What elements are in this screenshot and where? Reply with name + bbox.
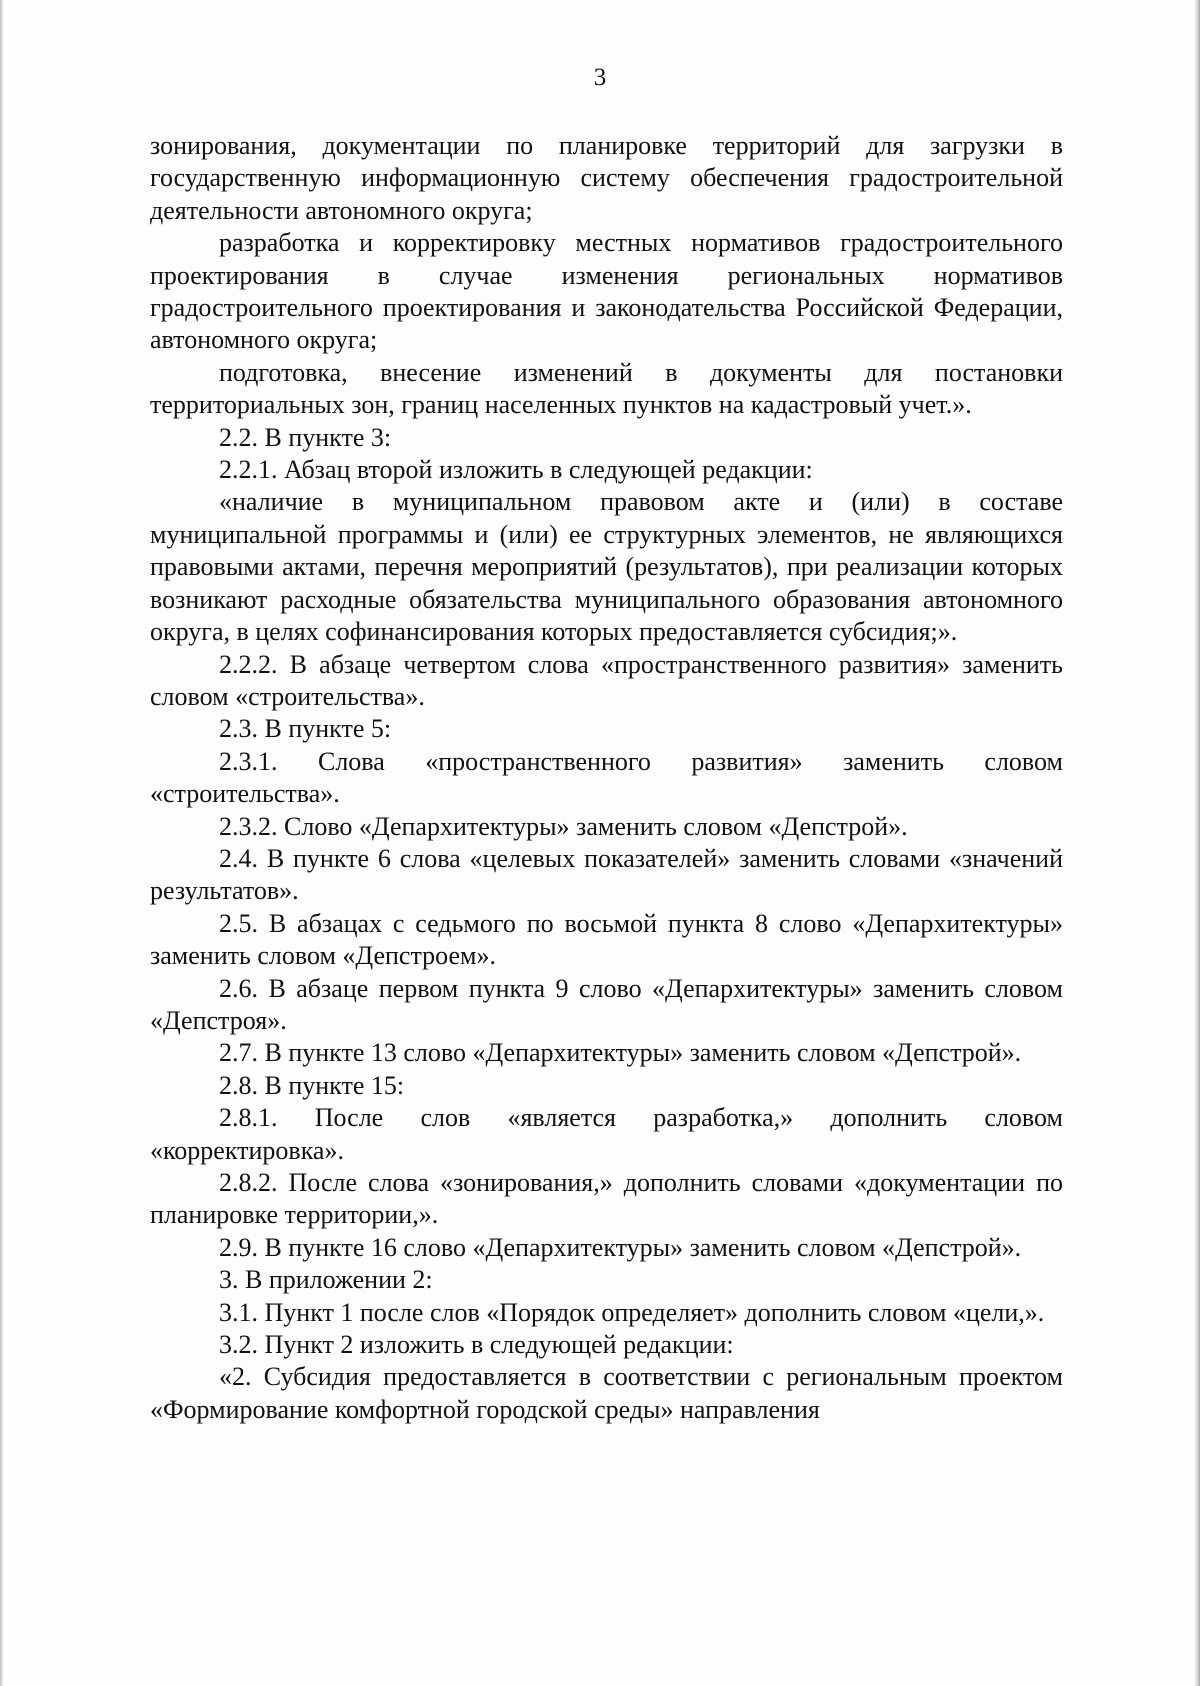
paragraph: 2.9. В пункте 16 слово «Депархитектуры» заменить словом «Депстрой». bbox=[219, 1232, 1022, 1262]
paragraph: 3.1. Пункт 1 после слов «Порядок определяет» дополнить словом «цели,». bbox=[219, 1297, 1045, 1327]
paragraph: 2.2.1. Абзац второй изложить в следующей редакции: bbox=[219, 455, 813, 485]
scan-edge-left bbox=[0, 0, 4, 1686]
paragraph: 2.3.2. Слово «Депархитектуры» заменить словом «Депстрой». bbox=[219, 811, 908, 841]
paragraph: 2.3. В пункте 5: bbox=[219, 714, 392, 744]
paragraph: 2.5. В абзацах с седьмого по восьмой пункта 8 слово «Депархитектуры» заменить словом «Депстроем». bbox=[150, 908, 1063, 971]
paragraph: подготовка, внесение изменений в документы для постановки территориальных зон, границ населенных пунктов на кадастровый учет.». bbox=[150, 357, 1063, 420]
document-body bbox=[150, 130, 1063, 1426]
paragraph: 2.8. В пункте 15: bbox=[219, 1070, 405, 1100]
paragraph: 2.6. В абзаце первом пункта 9 слово «Депархитектуры» заменить словом «Депстроя». bbox=[150, 973, 1063, 1035]
paragraph: «наличие в муниципальном правовом акте и (или) в составе муниципальной программы и (или) ее структурных элементов, не являющихся правовыми актами, перечня мероприятий (результатов), при реализации которых возникают расходные обязательства муниципального образования автономного округа, в целях софинансирования которых предоставляется субсидия;». bbox=[150, 487, 1063, 647]
paragraph: 2.8.1. После слов «является разработка,» дополнить словом «корректировка». bbox=[150, 1103, 1063, 1165]
paragraph: 3.2. Пункт 2 изложить в следующей редакции: bbox=[219, 1330, 734, 1360]
paragraph: 2.8.2. После слова «зонирования,» дополнить словами «документации по планировке территории,». bbox=[150, 1168, 1063, 1230]
paragraph: «2. Субсидия предоставляется в соответствии с региональным проектом «Формирование комфортной городской среды» направления bbox=[150, 1362, 1063, 1424]
paragraph: 2.2.2. В абзаце четвертом слова «пространственного развития» заменить словом «строительства». bbox=[150, 649, 1063, 711]
scan-edge-right bbox=[1194, 0, 1200, 1686]
paragraph: 2.2. В пункте 3: bbox=[219, 422, 392, 452]
paragraph: разработка и корректировку местных нормативов градостроительного проектирования в случае изменения региональных нормативов градостроительного проектирования и законодательства Российской Федерации, автономного округа; bbox=[150, 228, 1063, 355]
paragraph: зонирования, документации по планировке территорий для загрузки в государственную информационную систему обеспечения градостроительной деятельности автономного округа; bbox=[150, 131, 1063, 225]
paragraph: 2.7. В пункте 13 слово «Депархитектуры» заменить словом «Депстрой». bbox=[219, 1038, 1022, 1068]
paragraph: 3. В приложении 2: bbox=[219, 1265, 433, 1295]
page-number: 3 bbox=[593, 64, 607, 91]
paragraph: 2.3.1. Слова «пространственного развития» заменить словом «строительства». bbox=[150, 746, 1063, 809]
paragraph: 2.4. В пункте 6 слова «целевых показателей» заменить словами «значений результатов». bbox=[150, 843, 1063, 906]
